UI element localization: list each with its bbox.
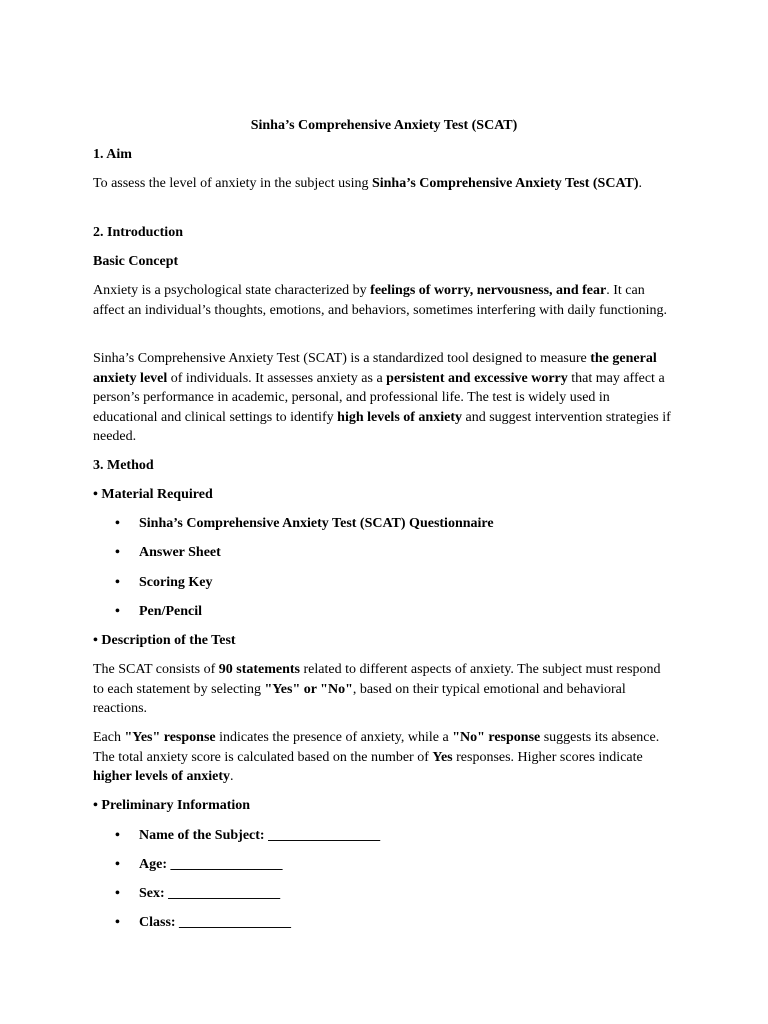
- intro-p2-bold-f: high levels of anxiety: [337, 409, 462, 425]
- desc-p1-text-a: The SCAT consists of: [93, 662, 219, 677]
- intro-p2-bold-d: persistent and excessive worry: [386, 370, 568, 386]
- desc-p1-bold-d: "Yes" or "No": [264, 681, 353, 697]
- desc-p2-bold-h: higher levels of anxiety: [93, 769, 231, 784]
- prelim-field-name: Name of the Subject: ________________: [139, 828, 381, 843]
- intro-p2-bold-b: the general anxiety level: [93, 351, 657, 386]
- desc-p2-bold-b: "Yes" response: [124, 730, 216, 745]
- basic-concept-heading: Basic Concept: [93, 254, 179, 269]
- aim-heading: 1. Aim: [93, 147, 132, 162]
- desc-p1-text-e: , based on their typical emotional and behavioral reactions.: [93, 681, 626, 716]
- desc-p2-bold-d: "No" response: [452, 730, 541, 745]
- intro-p2-text-g: and suggest intervention strategies if needed.: [93, 409, 671, 444]
- desc-p1-bold-b: 90 statements: [218, 662, 301, 677]
- intro-p1-end: . It can affect an individual’s thoughts, emotions, and behaviors, sometimes interfering with daily functioning.: [93, 283, 668, 318]
- description-paragraph-1: [93, 660, 674, 719]
- intro-p1-bold: feelings of worry, nervousness, and fear: [370, 283, 607, 298]
- prelim-field-sex: Sex: ________________: [139, 886, 281, 901]
- desc-p2-text-e: suggests its absence. The total anxiety score is calculated based on the number of: [93, 730, 660, 765]
- material-item: Sinha’s Comprehensive Anxiety Test (SCAT) Questionnaire: [139, 516, 494, 531]
- description-heading: • Description of the Test: [93, 633, 236, 648]
- desc-p2-bold-f: Yes: [432, 749, 453, 765]
- bullet-icon: •: [115, 886, 120, 901]
- desc-p2-text-c: indicates the presence of anxiety, while a: [215, 730, 453, 745]
- introduction-heading: 2. Introduction: [93, 225, 183, 240]
- intro-p2-text-c: of individuals. It assesses anxiety as a: [167, 370, 387, 386]
- material-required-heading: • Material Required: [93, 487, 213, 502]
- material-item: Pen/Pencil: [139, 604, 202, 619]
- desc-p2-text-g: responses. Higher scores indicate: [452, 749, 643, 765]
- intro-p2-text-e: that may affect a person’s performance in academic, personal, and professional life. The test is widely used in educational and clinical settings to identify: [93, 370, 665, 425]
- intro-paragraph-1: [93, 281, 674, 320]
- aim-text-end: .: [638, 176, 643, 191]
- aim-paragraph: [93, 174, 674, 194]
- bullet-icon: •: [115, 857, 120, 872]
- bullet-icon: •: [115, 545, 120, 560]
- intro-paragraph-2: [93, 349, 674, 447]
- material-item: Scoring Key: [139, 575, 213, 590]
- desc-p1-text-c: related to different aspects of anxiety. The subject must respond to each statement by selecting: [93, 662, 661, 697]
- description-paragraph-2: [93, 728, 674, 787]
- method-heading: 3. Method: [93, 458, 154, 473]
- intro-p2-text-a: Sinha’s Comprehensive Anxiety Test (SCAT) is a standardized tool designed to measure: [93, 351, 591, 366]
- bullet-icon: •: [115, 828, 120, 843]
- bullet-icon: •: [115, 575, 120, 590]
- prelim-field-class: Class: ________________: [139, 915, 292, 930]
- aim-text: To assess the level of anxiety in the subject using: [93, 176, 372, 191]
- document-title: Sinha’s Comprehensive Anxiety Test (SCAT): [250, 118, 518, 133]
- desc-p2-text-a: Each: [93, 730, 125, 745]
- bullet-icon: •: [115, 604, 120, 619]
- aim-text-bold: Sinha’s Comprehensive Anxiety Test (SCAT): [371, 176, 639, 191]
- bullet-icon: •: [115, 516, 120, 531]
- intro-p1-text: Anxiety is a psychological state characterized by: [93, 283, 371, 298]
- material-item: Answer Sheet: [139, 545, 221, 560]
- desc-p2-text-i: .: [230, 769, 234, 784]
- prelim-field-age: Age: ________________: [139, 857, 283, 872]
- bullet-icon: •: [115, 915, 120, 930]
- preliminary-information-heading: • Preliminary Information: [93, 798, 251, 813]
